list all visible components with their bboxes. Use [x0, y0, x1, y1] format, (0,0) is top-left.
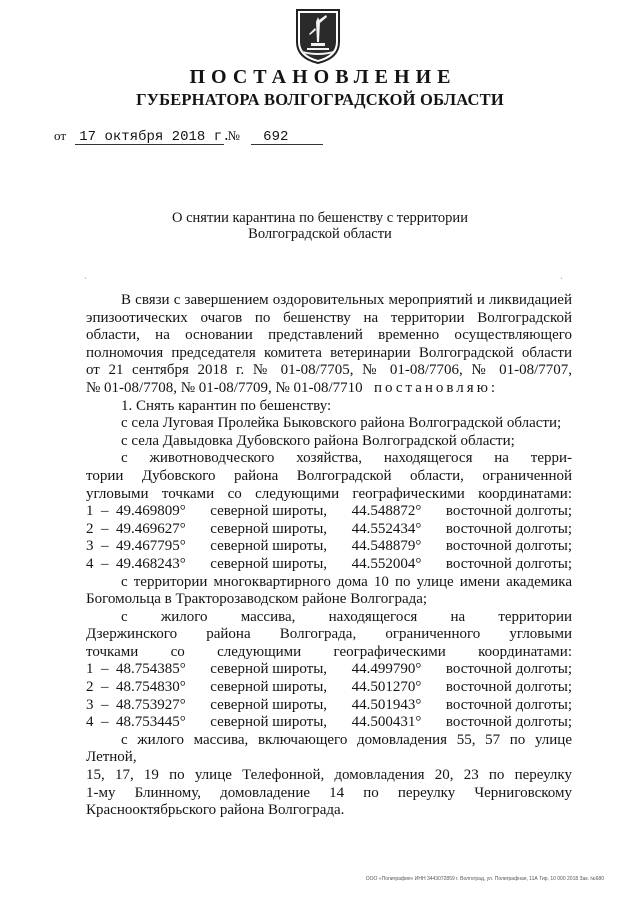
coord-lon: 44.500431° — [351, 714, 422, 731]
coord-lat-word: северной широты, — [210, 555, 328, 572]
coord-lon-word: восточной долготы; — [445, 696, 572, 713]
coord-index: 1 – 48.754385° — [86, 661, 186, 678]
document-body — [86, 292, 572, 820]
letters-list: № 01-08/7708, № 01-08/7709, № 01-08/7710 — [86, 379, 363, 396]
apartment-line: с территории многоквартирного дома 10 по улице имени академика — [121, 573, 572, 590]
date-label: от — [54, 128, 67, 143]
coord-lon-word: восточной долготы; — [445, 503, 572, 520]
coord-lon: 44.552434° — [351, 520, 422, 537]
coord-index: 1 – 49.469809° — [86, 503, 186, 520]
coord-index: 4 – 48.753445° — [86, 714, 186, 731]
coord-lat-word: северной широты, — [210, 520, 328, 537]
coord-lon-word: восточной долготы; — [445, 538, 572, 555]
farm-line: тории Дубовского района Волгоградской области, ограниченной — [86, 467, 572, 484]
houses-line: с жилого массива, включающего домовладения 55, 57 по улице Летной, — [86, 731, 572, 766]
coord-lon-word: восточной долготы; — [445, 714, 572, 731]
body-line: полномочия председателя комитета ветеринарии Волгоградской области — [86, 344, 572, 361]
coordinate-row — [86, 679, 572, 697]
document-title: ПОСТАНОВЛЕНИЕ — [189, 66, 457, 88]
coord-lon: 44.548872° — [351, 503, 422, 520]
apartment-line: Богомольца в Тракторозаводском районе Волгограда; — [86, 591, 428, 608]
body-line: В связи с завершением оздоровительных мероприятий и ликвидацией — [121, 292, 572, 308]
houses-line: Краснооктябрьского района Волгограда. — [86, 802, 345, 819]
farm-line: угловыми точками со следующими географическими координатами: — [86, 485, 572, 502]
coord-lon: 44.501943° — [351, 696, 422, 713]
body-line — [86, 380, 572, 398]
coordinate-row — [86, 697, 572, 715]
coordinate-row — [86, 503, 572, 521]
number-label: № — [227, 128, 240, 143]
coord-lon-word: восточной долготы; — [445, 679, 572, 696]
date-value: 17 октября 2018 г. — [75, 130, 224, 145]
coord-lat-word: северной широты, — [210, 503, 328, 520]
coordinate-row — [86, 556, 572, 574]
coord-lon-word: восточной долготы; — [445, 520, 572, 537]
village-line: с села Луговая Пролейка Быковского района Волгоградской области; — [121, 415, 562, 432]
coord-lon: 44.501270° — [351, 679, 422, 696]
document-subject — [0, 210, 640, 242]
coord-lon: 44.548879° — [351, 538, 422, 555]
decree-word: постановляю: — [373, 379, 499, 396]
coord-lon: 44.499790° — [351, 661, 422, 678]
coord-lat-word: северной широты, — [210, 679, 328, 696]
coord-index: 2 – 48.754830° — [86, 679, 186, 696]
massif-line: с жилого массива, находящегося на территории — [121, 608, 572, 625]
massif-line: Дзержинского района Волгограда, ограниченного угловыми — [86, 626, 572, 643]
body-line: эпизоотических очагов по бешенству на территории Волгоградской — [86, 309, 572, 326]
registration-line — [54, 128, 323, 145]
coord-lat-word: северной широты, — [210, 714, 328, 731]
coat-of-arms-icon — [295, 8, 341, 64]
number-value: 692 — [251, 130, 323, 145]
massif-line: точками со следующими географическими координатами: — [86, 643, 572, 660]
coord-lat-word: северной широты, — [210, 661, 328, 678]
coord-lat-word: северной широты, — [210, 696, 328, 713]
coordinate-row — [86, 538, 572, 556]
coord-index: 3 – 48.753927° — [86, 696, 186, 713]
coordinate-row — [86, 661, 572, 679]
coord-lon-word: восточной долготы; — [445, 555, 572, 572]
houses-line: 15, 17, 19 по улице Телефонной, домовладения 20, 23 по переулку — [86, 767, 572, 784]
margin-mark-left: ˏ — [84, 270, 87, 279]
houses-line: 1-му Блинному, домовладение 14 по переулку Черниговскому — [86, 784, 572, 801]
body-line: от 21 сентября 2018 г. № 01-08/7705, № 01-08/7706, № 01-08/7707, — [86, 362, 572, 379]
coord-index: 4 – 49.468243° — [86, 555, 186, 572]
coord-index: 2 – 49.469627° — [86, 520, 186, 537]
coord-index: 3 – 49.467795° — [86, 538, 186, 555]
subject-line-2: Волгоградской области — [248, 226, 392, 242]
margin-mark-right: ˎ — [560, 270, 563, 279]
subject-line-1: О снятии карантина по бешенству с территории — [172, 210, 468, 226]
village-line: с села Давыдовка Дубовского района Волгоградской области; — [121, 432, 515, 449]
farm-line: с животноводческого хозяйства, находящегося на терри- — [121, 450, 572, 467]
coordinate-row — [86, 714, 572, 732]
coordinate-row — [86, 521, 572, 539]
coord-lat-word: северной широты, — [210, 538, 328, 555]
body-line: области, на основании представлений временно осуществляющего — [86, 327, 572, 344]
coord-lon: 44.552004° — [351, 555, 422, 572]
document-issuer: ГУБЕРНАТОРА ВОЛГОГРАДСКОЙ ОБЛАСТИ — [136, 90, 504, 109]
printer-imprint: ООО «Полиграфия» ИНН 3443072859 г. Волгоград, ул. Полиграфная, 11А Тир. 10 000 2018 Зак. №680 — [365, 876, 604, 882]
coord-lon-word: восточной долготы; — [445, 661, 572, 678]
item-heading: 1. Снять карантин по бешенству: — [121, 397, 332, 414]
